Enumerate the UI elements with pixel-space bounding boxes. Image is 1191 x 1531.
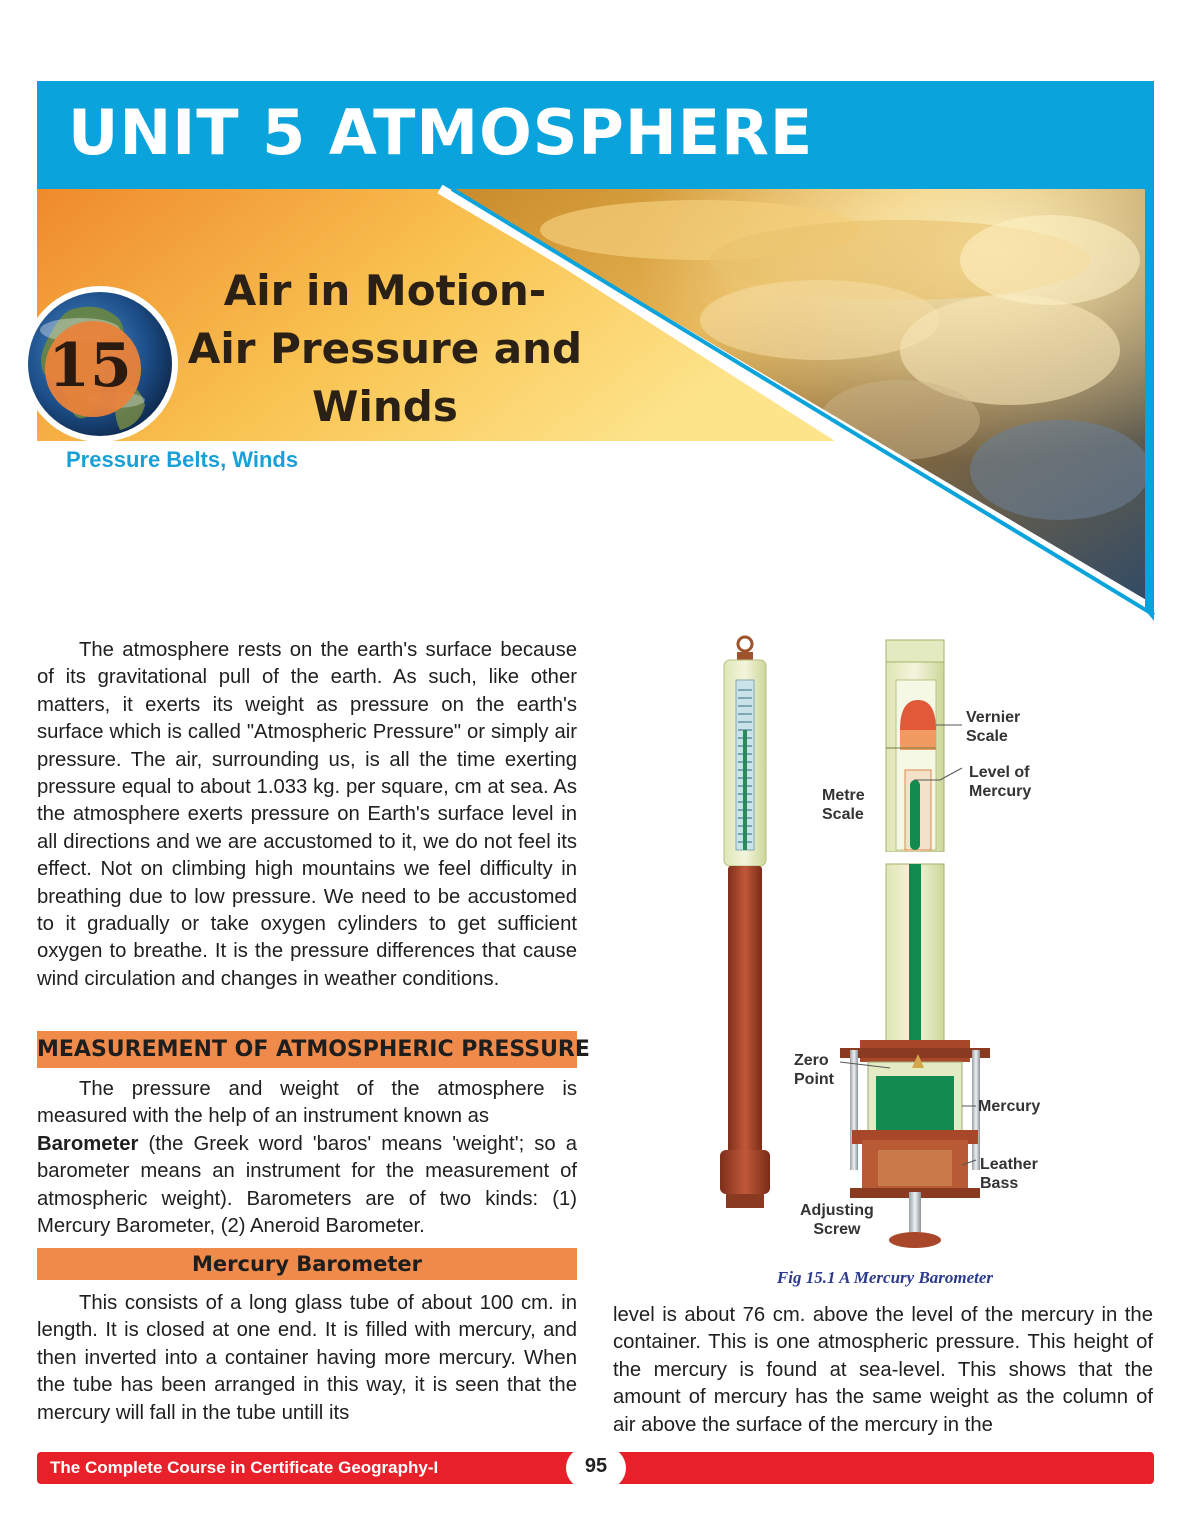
measurement-text-before: The pressure and weight of the atmosphere is measured with the help of an instrument known as xyxy=(37,1078,577,1128)
label-vernier-scale: Vernier Scale xyxy=(966,709,1021,745)
chapter-title-line-1: Air in Motion- xyxy=(223,266,547,315)
continuation-paragraph: level is about 76 cm. above the level of the mercury in the container. This is one atmospheric pressure. This height of the mercury is found at sea-level. This shows that the amount of mercury has the same weight as the column of air above the surface of the mercury in the xyxy=(613,1304,1153,1436)
label-zero-point: Zero Point xyxy=(794,1052,834,1088)
figure-caption: Fig 15.1 A Mercury Barometer xyxy=(776,1268,994,1287)
mercury-barometer-figure xyxy=(700,630,1100,1260)
page-number: 95 xyxy=(584,1455,608,1477)
label-mercury: Mercury xyxy=(978,1098,1041,1115)
chapter-topics: Pressure Belts, Winds xyxy=(66,447,299,472)
mercury-barometer-paragraph: This consists of a long glass tube of about 100 cm. in length. It is closed at one end. It is filled with mercury, and then inverted into a container having more mercury. When the tube has been arranged in this way, it is seen that the mercury will fall in the tube untill its xyxy=(37,1292,577,1424)
subheading-mercury-barometer: Mercury Barometer xyxy=(37,1248,577,1280)
unit-title: UNIT 5 ATMOSPHERE xyxy=(68,96,814,169)
intro-paragraph: The atmosphere rests on the earth's surface because of its gravitational pull of the earth. As such, like other matters, it exerts its weight as pressure on the earth's surface which is called "Atmospheric Pressure" or simply air pressure. The air, surrounding us, is all the time exerting pressure equal to about 1.033 kg. per square, cm at sea. As the atmosphere exerts pressure on Earth's surface level in all directions and we are accustomed to it, we do not feel its effect. Not on climbing high mountains we feel difficulty in breathing due to low pressure. We need to be accustomed to it gradually or take oxygen cylinders to get sufficient oxygen to breathe. It is the pressure differences that cause wind circulation and changes in weather conditions. xyxy=(37,639,577,990)
chapter-number: 15 xyxy=(48,331,132,401)
chapter-title-line-3: Winds xyxy=(312,382,458,431)
label-leather-bass: Leather Bass xyxy=(980,1156,1038,1192)
measurement-paragraph xyxy=(37,1076,577,1240)
full-barometer-illustration xyxy=(720,637,770,1208)
label-level-of-mercury: Level of Mercury xyxy=(969,764,1032,800)
chapter-title-line-2: Air Pressure and xyxy=(187,324,583,373)
chapter-banner xyxy=(0,0,1191,640)
section-heading-measurement: MEASUREMENT OF ATMOSPHERIC PRESSURE xyxy=(37,1031,577,1068)
barometer-term: Barometer xyxy=(37,1132,139,1155)
chapter-title xyxy=(180,262,590,436)
label-metre-scale: Metre Scale xyxy=(822,787,865,823)
measurement-text-after: (the Greek word 'baros' means 'weight'; so a barometer means an instrument for the measurement of atmospheric weight). Barometers are of two kinds: (1) Mercury Barometer, (2) Aneroid Barometer. xyxy=(37,1132,577,1238)
label-adjusting-screw: Adjusting Screw xyxy=(800,1202,874,1238)
footer-book-title: The Complete Course in Certificate Geography-I xyxy=(50,1458,439,1477)
